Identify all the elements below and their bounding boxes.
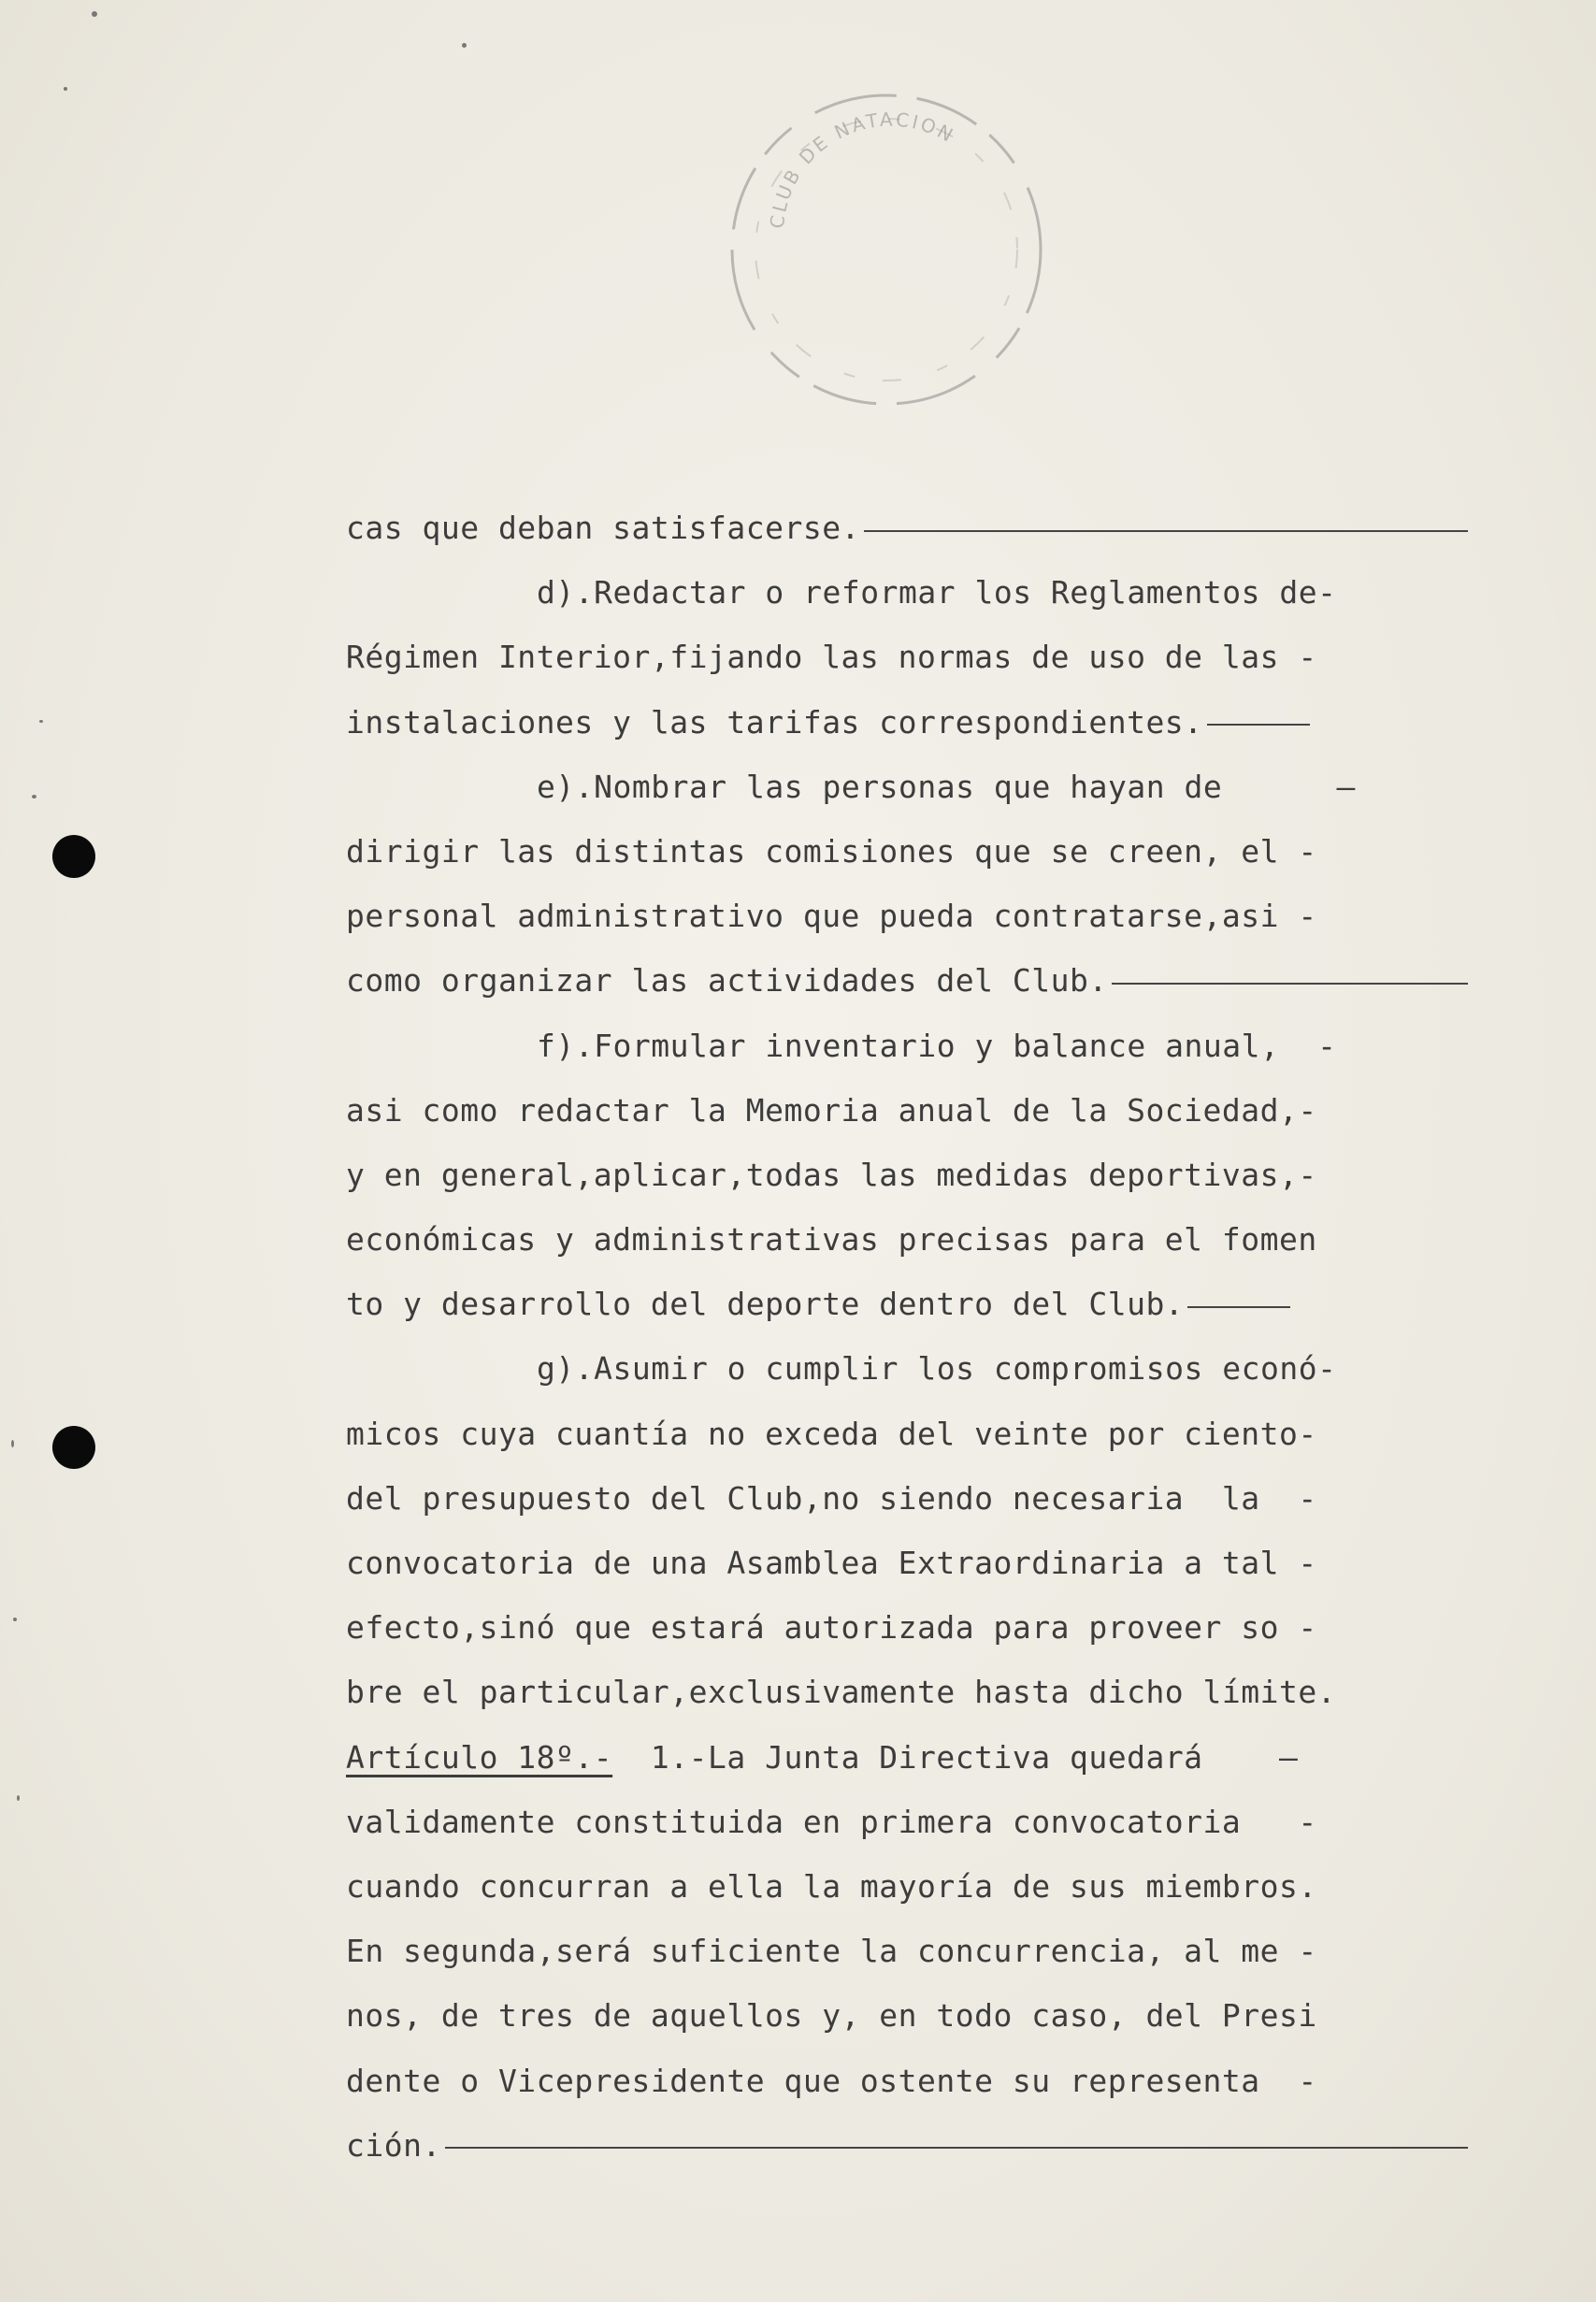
speck <box>462 43 467 48</box>
line-text: f).Formular inventario y balance anual, - <box>537 1027 1337 1064</box>
line-text: nos, de tres de aquellos y, en todo caso, del Presi <box>346 1997 1317 2035</box>
text-line <box>346 755 1468 819</box>
text-line <box>346 1336 1468 1401</box>
speck <box>92 11 97 17</box>
speck <box>39 720 43 723</box>
line-text: instalaciones y las tarifas correspondientes. <box>346 703 1203 741</box>
line-text: ción. <box>346 2126 441 2164</box>
article-heading: Artículo 18º.- <box>346 1738 613 1776</box>
text-line <box>346 1402 1468 1466</box>
fill-rule-line <box>864 530 1468 532</box>
line-text: d).Redactar o reformar los Reglamentos de- <box>537 574 1337 611</box>
text-line <box>346 884 1468 948</box>
speck <box>64 87 67 91</box>
text-line <box>346 1014 1468 1078</box>
text-line <box>346 1983 1468 2048</box>
line-text: e).Nombrar las personas que hayan de — <box>537 768 1356 805</box>
text-line <box>346 948 1468 1013</box>
text-line <box>346 690 1468 755</box>
fill-rule-line <box>445 2147 1468 2149</box>
line-text: to y desarrollo del deporte dentro del Club. <box>346 1286 1185 1323</box>
line-text: del presupuesto del Club,no siendo necesaria la - <box>346 1479 1317 1517</box>
text-line <box>346 1919 1468 1983</box>
text-line <box>346 1466 1468 1531</box>
text-line <box>346 2049 1468 2113</box>
text-line <box>346 560 1468 625</box>
punch-hole-top <box>52 835 95 878</box>
text-line <box>346 496 1468 560</box>
document-body <box>346 496 1468 2178</box>
text-line <box>346 1272 1468 1336</box>
line-text: 1.-La Junta Directiva quedará — <box>612 1738 1299 1776</box>
text-line <box>346 625 1468 689</box>
line-text: efecto,sinó que estará autorizada para proveer so - <box>346 1609 1317 1647</box>
text-line <box>346 819 1468 884</box>
text-line <box>346 1078 1468 1143</box>
speck <box>13 1618 17 1621</box>
line-text: Régimen Interior,fijando las normas de uso de las - <box>346 639 1317 676</box>
line-text: En segunda,será suficiente la concurrencia, al me - <box>346 1933 1317 1970</box>
text-line <box>346 1207 1468 1272</box>
punch-hole-bottom <box>52 1426 95 1469</box>
speck <box>11 1440 14 1447</box>
text-line <box>346 1854 1468 1919</box>
line-text: dente o Vicepresidente que ostente su representa - <box>346 2062 1317 2099</box>
text-line <box>346 1725 1468 1790</box>
line-text: g).Asumir o cumplir los compromisos econó- <box>537 1350 1337 1388</box>
text-line <box>346 2113 1468 2178</box>
line-text: validamente constituida en primera convocatoria - <box>346 1803 1317 1840</box>
line-text: dirigir las distintas comisiones que se creen, el - <box>346 832 1317 870</box>
stamp-label: CLUB DE NATACION <box>765 108 959 230</box>
text-line <box>346 1143 1468 1207</box>
fill-rule-line <box>1207 724 1310 726</box>
line-text: personal administrativo que pueda contratarse,asi - <box>346 898 1317 935</box>
speck <box>17 1795 20 1801</box>
text-line <box>346 1595 1468 1660</box>
club-stamp <box>727 89 1045 411</box>
fill-rule-line <box>1112 983 1468 985</box>
line-text: micos cuya cuantía no exceda del veinte por ciento- <box>346 1415 1317 1452</box>
speck <box>32 795 36 799</box>
line-text: asi como redactar la Memoria anual de la Sociedad,- <box>346 1091 1317 1129</box>
line-text: bre el particular,exclusivamente hasta dicho límite. <box>346 1674 1337 1711</box>
fill-rule-line <box>1187 1306 1290 1308</box>
line-text: cas que deban satisfacerse. <box>346 510 860 546</box>
line-text: como organizar las actividades del Club. <box>346 962 1108 1000</box>
line-text: y en general,aplicar,todas las medidas deportivas,- <box>346 1156 1317 1193</box>
line-text: cuando concurran a ella la mayoría de sus miembros. <box>346 1867 1317 1905</box>
text-line <box>346 1531 1468 1595</box>
svg-text:CLUB DE NATACION <box>766 108 959 229</box>
line-text: convocatoria de una Asamblea Extraordinaria a tal - <box>346 1545 1317 1581</box>
line-text: económicas y administrativas precisas para el fomen <box>346 1221 1317 1259</box>
text-line <box>346 1790 1468 1854</box>
text-line <box>346 1660 1468 1724</box>
